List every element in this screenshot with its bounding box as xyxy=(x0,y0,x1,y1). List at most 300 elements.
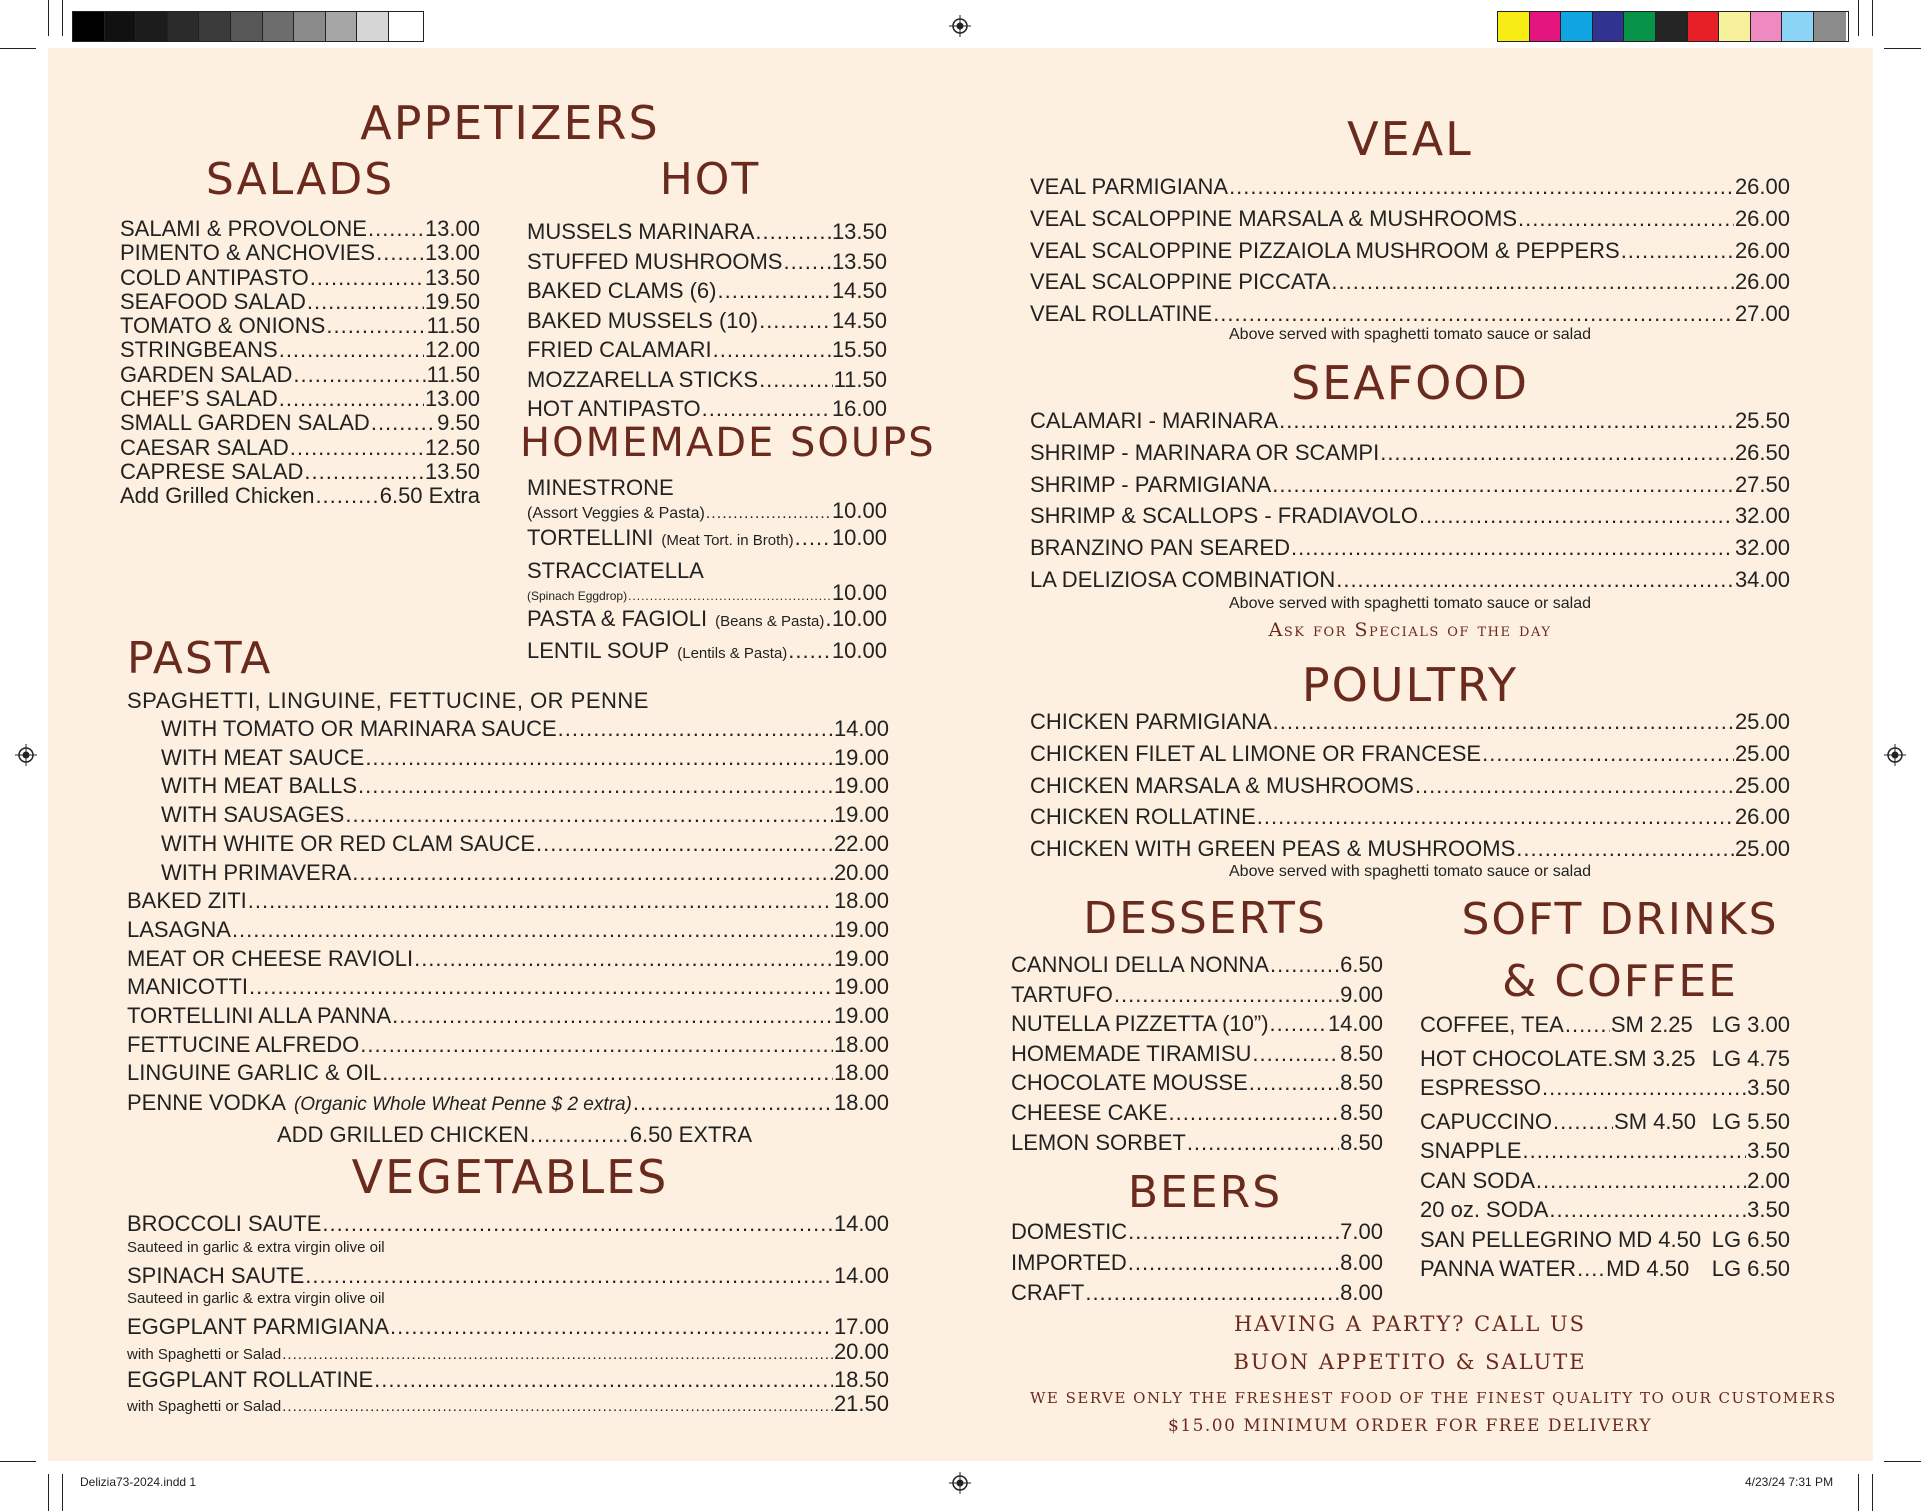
salad-row xyxy=(120,266,480,290)
item-name: BAKED ZITI xyxy=(127,888,247,914)
salad-row xyxy=(120,338,480,362)
item-name: CAPRESE SALAD xyxy=(120,458,304,484)
hot-row xyxy=(527,365,887,395)
seafood-row xyxy=(1030,564,1790,596)
specials-note: Ask for Specials of the day xyxy=(1268,619,1552,641)
vegetable-row: SPINACH SAUTE ..... 14.00 xyxy=(127,1261,889,1291)
item-name: VEAL SCALOPPINE PIZZAIOLA MUSHROOM & PEPPERS xyxy=(1030,237,1620,263)
item-price: 22.00 xyxy=(833,830,889,856)
item-price: 26.00 xyxy=(1734,804,1790,830)
dessert-row xyxy=(1011,1009,1383,1039)
crop-mark xyxy=(1884,48,1921,49)
pasta-row xyxy=(161,801,889,830)
color-swatch xyxy=(1498,12,1530,41)
item-price: 14.00 xyxy=(1327,1011,1383,1037)
item-price: 32.00 xyxy=(1734,503,1790,529)
vegetable-sub-row: with Spaghetti or Salad ..... 20.00 xyxy=(127,1342,889,1365)
drink-row: CAPUCCINO ..... SM 4.50 LG 5.50 xyxy=(1420,1107,1790,1137)
grayscale-color-bar xyxy=(72,11,424,42)
pasta-row xyxy=(161,744,889,773)
color-swatch xyxy=(1624,12,1656,41)
item-name: SEAFOOD SALAD xyxy=(120,288,306,314)
item-name: LA DELIZIOSA COMBINATION xyxy=(1030,566,1336,592)
soft-drinks-heading: SOFT DRINKS xyxy=(1461,894,1779,945)
item-name: SMALL GARDEN SALAD xyxy=(120,410,370,436)
item-price: 11.50 xyxy=(426,361,480,387)
item-name: TARTUFO xyxy=(1011,981,1113,1007)
item-name: SHRIMP - PARMIGIANA xyxy=(1030,471,1272,497)
pasta-row xyxy=(161,830,889,859)
beer-row xyxy=(1011,1278,1383,1309)
hot-row xyxy=(527,306,887,336)
item-price: 11.50 xyxy=(426,313,480,339)
item-name: SHRIMP & SCALLOPS - FRADIAVOLO xyxy=(1030,503,1418,529)
item-price: 13.50 xyxy=(831,248,887,274)
dot-leader xyxy=(1252,1039,1339,1069)
dot-leader xyxy=(713,335,831,365)
salad-row xyxy=(120,460,480,484)
dot-leader xyxy=(376,241,424,265)
dot-leader xyxy=(1270,950,1339,980)
item-price: 19.00 xyxy=(833,974,889,1000)
veal-row xyxy=(1030,203,1790,235)
item-name: MANICOTTI xyxy=(127,974,248,1000)
vegetable-row: EGGPLANT ROLLATINE ..... 18.50 xyxy=(127,1365,889,1395)
item-price: 13.00 xyxy=(424,216,480,241)
dot-leader xyxy=(1187,1128,1339,1158)
item-price: 26.50 xyxy=(1734,439,1790,465)
hot-appetizers-list xyxy=(527,217,887,424)
salad-row xyxy=(120,217,480,241)
pasta-row xyxy=(127,1002,889,1031)
drink-row: ESPRESSO ..... 3.50 xyxy=(1420,1073,1790,1103)
drink-row: CAN SODA ..... 2.00 xyxy=(1420,1166,1790,1196)
pasta-row xyxy=(127,1059,889,1088)
item-price: 16.00 xyxy=(831,396,887,421)
desserts-heading: DESSERTS xyxy=(1083,893,1327,944)
dot-leader xyxy=(759,306,831,336)
process-color-bar xyxy=(1497,11,1849,42)
registration-mark-icon xyxy=(949,15,971,37)
dot-leader xyxy=(1257,801,1734,833)
dot-leader xyxy=(290,436,424,460)
dot-leader xyxy=(414,945,833,974)
item-price: 34.00 xyxy=(1734,566,1790,592)
item-price: 19.00 xyxy=(833,802,889,828)
item-price: 20.00 xyxy=(833,859,889,885)
item-name: VEAL ROLLATINE xyxy=(1030,301,1213,327)
beer-row xyxy=(1011,1217,1383,1248)
item-name: LASAGNA xyxy=(127,916,231,942)
item-price: 9.50 xyxy=(437,410,480,436)
dot-leader xyxy=(232,916,833,945)
item-name: STUFFED MUSHROOMS xyxy=(527,248,783,274)
item-name: COLD ANTIPASTO xyxy=(120,264,309,290)
seafood-row xyxy=(1030,405,1790,437)
beers-heading: BEERS xyxy=(1127,1167,1283,1218)
seafood-list xyxy=(1030,405,1790,596)
dot-leader xyxy=(360,1031,833,1060)
item-name: HOT ANTIPASTO xyxy=(527,396,701,421)
veal-row xyxy=(1030,266,1790,298)
color-swatch xyxy=(231,12,263,41)
seafood-row xyxy=(1030,532,1790,564)
item-price: 11.50 xyxy=(833,366,887,392)
dot-leader xyxy=(1518,203,1734,235)
registration-mark-icon xyxy=(1884,744,1906,766)
dot-leader xyxy=(345,801,833,830)
pasta-row xyxy=(161,859,889,888)
item-name: CHEF’S SALAD xyxy=(120,386,278,412)
veal-list xyxy=(1030,171,1790,330)
seafood-heading: SEAFOOD xyxy=(1290,356,1530,410)
item-name: BAKED CLAMS (6) xyxy=(527,278,717,303)
soup-row: TORTELLINI (Meat Tort. in Broth) ..... 10.00 xyxy=(527,523,887,556)
dessert-row xyxy=(1011,1098,1383,1128)
item-price: 13.00 xyxy=(424,386,480,412)
color-swatch xyxy=(1530,12,1562,41)
pasta-row xyxy=(161,772,889,801)
dot-leader xyxy=(718,276,831,306)
item-price: 32.00 xyxy=(1734,535,1790,561)
crop-mark xyxy=(1884,1461,1921,1462)
color-swatch xyxy=(357,12,389,41)
seafood-row xyxy=(1030,437,1790,469)
crop-mark xyxy=(0,48,36,49)
dot-leader xyxy=(279,338,424,362)
color-swatch xyxy=(263,12,295,41)
veal-served-note: Above served with spaghetti tomato sauce or salad xyxy=(1229,326,1591,343)
file-slug: Delizia73-2024.indd 1 xyxy=(80,1475,197,1489)
salad-row xyxy=(120,484,480,508)
dot-leader xyxy=(1128,1248,1339,1279)
dot-leader xyxy=(1085,1278,1339,1309)
color-swatch xyxy=(1593,12,1625,41)
crop-mark xyxy=(62,1474,63,1511)
item-name: GARDEN SALAD xyxy=(120,361,293,387)
item-name: WITH TOMATO OR MARINARA SAUCE xyxy=(161,716,557,741)
dot-leader xyxy=(1273,706,1734,738)
item-price: 19.00 xyxy=(833,773,889,799)
color-swatch xyxy=(168,12,200,41)
item-name: SHRIMP - MARINARA OR SCAMPI xyxy=(1030,439,1380,465)
salad-row xyxy=(120,241,480,265)
item-price: 19.00 xyxy=(833,1003,889,1029)
color-swatch xyxy=(105,12,137,41)
dot-leader xyxy=(293,363,425,387)
pasta-list xyxy=(127,686,889,1149)
dot-leader xyxy=(307,290,424,314)
item-name: Add Grilled Chicken xyxy=(120,483,315,509)
item-price: 19.00 xyxy=(833,945,889,971)
item-name: WITH PRIMAVERA xyxy=(161,859,352,885)
dessert-row xyxy=(1011,1039,1383,1069)
crop-mark xyxy=(1858,0,1859,36)
hot-heading: HOT xyxy=(659,154,761,205)
pasta-row: PENNE VODKA (Organic Whole Wheat Penne $ 2 extra) ..... 18.00 xyxy=(127,1088,889,1120)
dot-leader xyxy=(759,365,833,395)
dot-leader xyxy=(1380,437,1734,469)
veal-row xyxy=(1030,171,1790,203)
item-price: 14.50 xyxy=(831,307,887,333)
vegetable-sub-row: with Spaghetti or Salad ..... 21.50 xyxy=(127,1394,889,1417)
item-price: 6.50 xyxy=(1340,952,1383,977)
dessert-row xyxy=(1011,1128,1383,1158)
vegetables-list xyxy=(127,1209,889,1417)
hot-row xyxy=(527,247,887,277)
item-price: 15.50 xyxy=(831,337,887,362)
item-name: CALAMARI - MARINARA xyxy=(1030,408,1279,433)
item-name: MEAT OR CHEESE RAVIOLI xyxy=(127,945,414,971)
drink-row: COFFEE, TEA ..... SM 2.25 LG 3.00 xyxy=(1420,1010,1790,1040)
color-swatch xyxy=(1814,12,1846,41)
item-price: 26.00 xyxy=(1734,174,1790,199)
dot-leader xyxy=(382,1059,833,1088)
item-name: BAKED MUSSELS (10) xyxy=(527,307,759,333)
dot-leader xyxy=(279,387,424,411)
dot-leader xyxy=(1415,770,1734,802)
item-name: CHICKEN PARMIGIANA xyxy=(1030,709,1272,734)
item-price: 13.00 xyxy=(424,240,480,266)
color-swatch xyxy=(1561,12,1593,41)
dot-leader xyxy=(371,411,436,435)
salad-row xyxy=(120,387,480,411)
item-price: 18.00 xyxy=(833,888,889,914)
dot-leader xyxy=(1270,1009,1327,1039)
color-swatch xyxy=(73,12,105,41)
appetizers-heading: APPETIZERS xyxy=(360,96,660,150)
dot-leader xyxy=(352,859,833,888)
item-name: DOMESTIC xyxy=(1011,1219,1128,1244)
crop-mark xyxy=(0,1461,36,1462)
item-price: 19.00 xyxy=(833,916,889,942)
item-name: WITH MEAT SAUCE xyxy=(161,744,365,770)
item-name: LINGUINE GARLIC & OIL xyxy=(127,1060,382,1086)
item-price: 25.50 xyxy=(1734,408,1790,433)
item-name: WITH SAUSAGES xyxy=(161,802,345,828)
item-name: TOMATO & ONIONS xyxy=(120,313,326,339)
seafood-row xyxy=(1030,500,1790,532)
item-name: STRINGBEANS xyxy=(120,337,278,363)
item-price: 26.00 xyxy=(1734,237,1790,263)
dot-leader xyxy=(315,484,378,508)
desserts-list xyxy=(1011,950,1383,1157)
pasta-row xyxy=(127,1031,889,1060)
item-name: CHICKEN ROLLATINE xyxy=(1030,804,1256,830)
item-price: 8.00 xyxy=(1340,1280,1383,1305)
date-slug: 4/23/24 7:31 PM xyxy=(1745,1475,1834,1489)
dot-leader xyxy=(1621,235,1734,267)
crop-mark xyxy=(1872,0,1873,36)
item-price: 19.50 xyxy=(424,288,480,314)
item-price: 8.50 xyxy=(1340,1040,1383,1066)
beers-list xyxy=(1011,1217,1383,1309)
item-price: 19.00 xyxy=(833,744,889,770)
salad-row xyxy=(120,363,480,387)
dot-leader xyxy=(783,247,830,277)
dessert-row xyxy=(1011,950,1383,980)
crop-mark xyxy=(48,1474,49,1511)
item-price: 8.50 xyxy=(1340,1129,1383,1155)
item-name: IMPORTED xyxy=(1011,1249,1127,1275)
soup-row: (Assort Veggies & Pasta) ..... 10.00 xyxy=(527,502,887,523)
crop-mark xyxy=(1872,1474,1873,1511)
poultry-row xyxy=(1030,801,1790,833)
pasta-heading: PASTA xyxy=(127,633,273,684)
veal-heading: VEAL xyxy=(1347,112,1473,166)
party-call-us: HAVING A PARTY? CALL US xyxy=(1233,1312,1587,1336)
seafood-served-note: Above served with spaghetti tomato sauce or salad xyxy=(1229,595,1591,612)
item-price: 14.50 xyxy=(831,278,887,303)
color-swatch xyxy=(1656,12,1688,41)
soup-name: MINESTRONE xyxy=(527,475,674,500)
pasta-row xyxy=(127,887,889,916)
hot-row xyxy=(527,335,887,365)
dot-leader xyxy=(304,460,424,484)
dot-leader xyxy=(558,715,833,744)
item-price: 18.00 xyxy=(833,1031,889,1057)
pasta-row xyxy=(127,916,889,945)
dot-leader xyxy=(358,772,833,801)
item-price: 8.00 xyxy=(1340,1249,1383,1275)
coffee-heading: & COFFEE xyxy=(1502,956,1738,1007)
drink-row: SNAPPLE ..... 3.50 xyxy=(1420,1136,1790,1166)
item-name: VEAL PARMIGIANA xyxy=(1030,174,1229,199)
registration-mark-icon xyxy=(949,1472,971,1494)
item-name: CHICKEN MARSALA & MUSHROOMS xyxy=(1030,772,1414,798)
dot-leader xyxy=(1169,1098,1340,1128)
add-grilled-chicken-row: ADD GRILLED CHICKEN ..... 6.50 EXTRA xyxy=(277,1120,752,1150)
poultry-served-note: Above served with spaghetti tomato sauce or salad xyxy=(1229,863,1591,880)
color-swatch xyxy=(136,12,168,41)
item-name: WITH WHITE OR RED CLAM SAUCE xyxy=(161,830,536,856)
salads-heading: SALADS xyxy=(205,154,395,205)
item-name: WITH MEAT BALLS xyxy=(161,773,358,799)
item-name: FETTUCINE ALFREDO xyxy=(127,1031,360,1057)
freshest-food-tagline: WE SERVE ONLY THE FRESHEST FOOD OF THE FINEST QUALITY TO OUR CUSTOMERS xyxy=(1030,1389,1837,1407)
item-price: 25.00 xyxy=(1734,740,1790,766)
item-name: FRIED CALAMARI xyxy=(527,337,712,362)
pasta-row xyxy=(127,945,889,974)
dot-leader xyxy=(536,830,833,859)
color-swatch xyxy=(1719,12,1751,41)
item-price: 12.00 xyxy=(424,337,480,363)
item-name: NUTELLA PIZZETTA (10”) xyxy=(1011,1011,1269,1037)
item-price: 13.50 xyxy=(424,458,480,484)
item-price: 13.50 xyxy=(831,219,887,244)
item-price: 25.00 xyxy=(1734,836,1790,862)
dot-leader xyxy=(1229,171,1734,203)
dot-leader xyxy=(249,973,833,1002)
dot-leader xyxy=(1516,833,1734,865)
item-name: TORTELLINI ALLA PANNA xyxy=(127,1003,392,1029)
item-price: 8.50 xyxy=(1340,1099,1383,1125)
color-swatch xyxy=(326,12,358,41)
beer-row xyxy=(1011,1248,1383,1279)
soup-row: PASTA & FAGIOLI (Beans & Pasta) ..... 10.00 xyxy=(527,604,887,637)
vegetable-description: Sauteed in garlic & extra virgin olive oil xyxy=(127,1290,385,1307)
dot-leader xyxy=(1272,469,1734,501)
color-swatch xyxy=(294,12,326,41)
soup-name: STRACCIATELLA xyxy=(527,557,704,583)
crop-mark xyxy=(48,0,49,36)
item-price: 18.00 xyxy=(833,1060,889,1086)
dot-leader xyxy=(365,744,833,773)
minimum-order-note: $15.00 MINIMUM ORDER FOR FREE DELIVERY xyxy=(1167,1416,1653,1436)
color-swatch xyxy=(1782,12,1814,41)
soup-row: LENTIL SOUP (Lentils & Pasta) ..... 10.00 xyxy=(527,636,887,669)
hot-row xyxy=(527,217,887,247)
dot-leader xyxy=(1331,266,1734,298)
dot-leader xyxy=(1114,980,1339,1010)
color-swatch xyxy=(1688,12,1720,41)
item-name: LEMON SORBET xyxy=(1011,1129,1186,1155)
poultry-list xyxy=(1030,706,1790,865)
homemade-soups-heading: HOMEMADE SOUPS xyxy=(520,420,936,466)
dot-leader xyxy=(755,217,831,247)
drink-row: SAN PELLEGRINO MD 4.50 LG 6.50 xyxy=(1420,1226,1790,1252)
veal-row xyxy=(1030,235,1790,267)
drink-row: PANNA WATER ..... MD 4.50 LG 6.50 xyxy=(1420,1254,1790,1284)
soup-row: (Spinach Eggdrop) ..... 10.00 xyxy=(527,585,887,604)
item-price: 14.00 xyxy=(833,716,889,741)
vegetables-heading: VEGETABLES xyxy=(351,1150,669,1204)
pasta-row xyxy=(127,973,889,1002)
item-price: 9.00 xyxy=(1340,981,1383,1007)
item-price: 13.50 xyxy=(424,264,480,290)
dot-leader xyxy=(368,217,424,241)
dessert-row xyxy=(1011,1068,1383,1098)
dot-leader xyxy=(1249,1068,1339,1098)
salad-row xyxy=(120,411,480,435)
item-name: CHOCOLATE MOUSSE xyxy=(1011,1070,1248,1096)
item-name: VEAL SCALOPPINE PICCATA xyxy=(1030,269,1331,295)
crop-mark xyxy=(1858,1474,1859,1511)
dessert-row xyxy=(1011,980,1383,1010)
item-name: CHEESE CAKE xyxy=(1011,1099,1168,1125)
pasta-intro: SPAGHETTI, LINGUINE, FETTUCINE, OR PENNE xyxy=(127,688,649,713)
poultry-heading: POULTRY xyxy=(1301,658,1519,712)
dot-leader xyxy=(392,1002,833,1031)
vegetable-row: EGGPLANT PARMIGIANA ..... 17.00 xyxy=(127,1312,889,1342)
poultry-row xyxy=(1030,738,1790,770)
item-name: MUSSELS MARINARA xyxy=(527,219,755,244)
dot-leader xyxy=(1419,500,1734,532)
dot-leader xyxy=(248,887,833,916)
poultry-row xyxy=(1030,770,1790,802)
item-price: 25.00 xyxy=(1734,709,1790,734)
soups-list xyxy=(527,473,887,669)
buon-appetito: BUON APPETITO & SALUTE xyxy=(1233,1350,1587,1374)
dot-leader xyxy=(1291,532,1734,564)
salad-row xyxy=(120,290,480,314)
item-name: CAESAR SALAD xyxy=(120,434,289,460)
item-name: CHICKEN FILET AL LIMONE OR FRANCESE xyxy=(1030,740,1482,766)
vegetable-row: BROCCOLI SAUTE ..... 14.00 xyxy=(127,1209,889,1239)
hot-row xyxy=(527,276,887,306)
drink-row: HOT CHOCOLATE. SM 3.25 LG 4.75 xyxy=(1420,1045,1790,1071)
drinks-list xyxy=(1420,1010,1790,1284)
salad-row xyxy=(120,314,480,338)
item-name: BRANZINO PAN SEARED xyxy=(1030,535,1290,561)
item-price: 26.00 xyxy=(1734,205,1790,231)
dot-leader xyxy=(1482,738,1734,770)
dot-leader xyxy=(1128,1217,1339,1248)
dot-leader xyxy=(1336,564,1734,596)
item-price: 26.00 xyxy=(1734,269,1790,295)
item-price: 7.00 xyxy=(1340,1219,1383,1244)
item-price: 12.50 xyxy=(424,434,480,460)
